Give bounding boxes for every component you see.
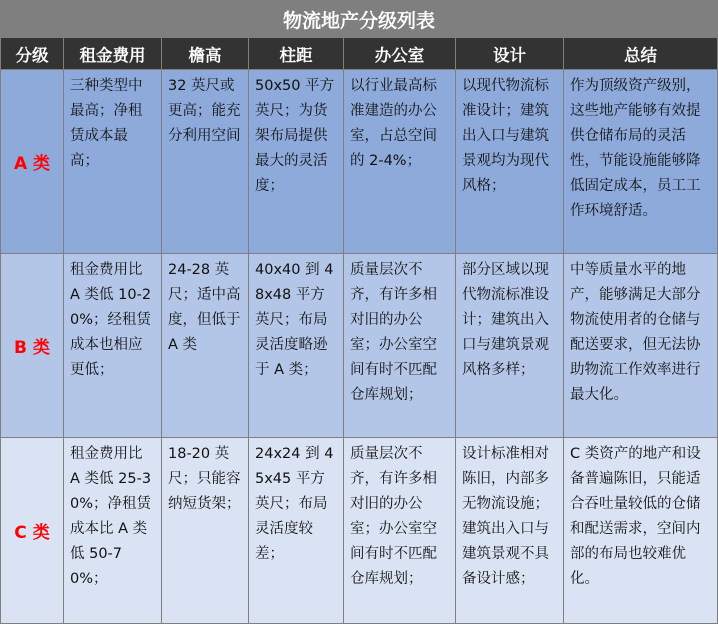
grade-label: B 类 bbox=[1, 254, 64, 438]
header-column-spacing: 柱距 bbox=[249, 38, 344, 70]
column-spacing-cell: 40x40 到 48x48 平方英尺；布局灵活度略逊于 A 类； bbox=[255, 262, 334, 378]
rent-cell: 租金费用比 A 类低 25-30%；净租赁成本比 A 类低 50-70%； bbox=[70, 446, 152, 587]
table-title: 物流地产分级列表 bbox=[1, 1, 718, 38]
header-rent: 租金费用 bbox=[64, 38, 162, 70]
office-cell: 质量层次不齐，有许多相对旧的办公室；办公室空间有时不匹配仓库规划； bbox=[350, 262, 437, 403]
header-summary: 总结 bbox=[564, 38, 718, 70]
design-cell: 部分区域以现代物流标准设计；建筑出入口与建筑景观风格多样； bbox=[462, 262, 549, 378]
eave-height-cell: 18-20 英尺；只能容纳短货架； bbox=[168, 446, 241, 512]
grade-label: A 类 bbox=[1, 70, 64, 254]
rent-cell: 三种类型中最高；净租赁成本最高； bbox=[70, 78, 143, 169]
header-design: 设计 bbox=[456, 38, 564, 70]
grade-label: C 类 bbox=[1, 438, 64, 624]
design-cell: 设计标准相对陈旧，内部多无物流设施；建筑出入口与建筑景观不具备设计感； bbox=[462, 446, 549, 587]
column-spacing-cell: 24x24 到 45x45 平方英尺；布局灵活度较差； bbox=[255, 446, 334, 562]
summary-cell: 作为顶级资产级别，这些地产能够有效提供仓储布局的灵活性，节能设施能够降低固定成本，员工工作环境舒适。 bbox=[570, 78, 701, 219]
table-row-class-a bbox=[1, 70, 718, 254]
header-eave-height: 檐高 bbox=[162, 38, 249, 70]
design-cell: 以现代物流标准设计；建筑出入口与建筑景观均为现代风格； bbox=[462, 78, 549, 194]
office-cell: 以行业最高标准建造的办公室，占总空间的 2-4%； bbox=[350, 78, 437, 169]
column-spacing-cell: 50x50 平方英尺；为货架布局提供最大的灵活度； bbox=[255, 78, 335, 194]
header-row bbox=[1, 38, 718, 70]
summary-cell: 中等质量水平的地产，能够满足大部分物流使用者的仓储与配送要求，但无法协助物流工作效率进行最大化。 bbox=[570, 262, 701, 403]
office-cell: 质量层次不齐，有许多相对旧的办公室；办公室空间有时不匹配仓库规划； bbox=[350, 446, 437, 587]
eave-height-cell: 32 英尺或更高；能充分利用空间 bbox=[168, 78, 241, 144]
summary-cell: C 类资产的地产和设备普遍陈旧，只能适合吞吐量较低的仓储和配送需求，空间内部的布局也较难优化。 bbox=[570, 446, 701, 587]
header-office: 办公室 bbox=[344, 38, 456, 70]
table-row-class-b bbox=[1, 254, 718, 438]
rent-cell: 租金费用比 A 类低 10-20%；经租赁成本也相应更低； bbox=[70, 262, 152, 378]
header-grade: 分级 bbox=[1, 38, 64, 70]
table-row-class-c bbox=[1, 438, 718, 624]
eave-height-cell: 24-28 英尺；适中高度，但低于 A 类 bbox=[168, 262, 241, 353]
